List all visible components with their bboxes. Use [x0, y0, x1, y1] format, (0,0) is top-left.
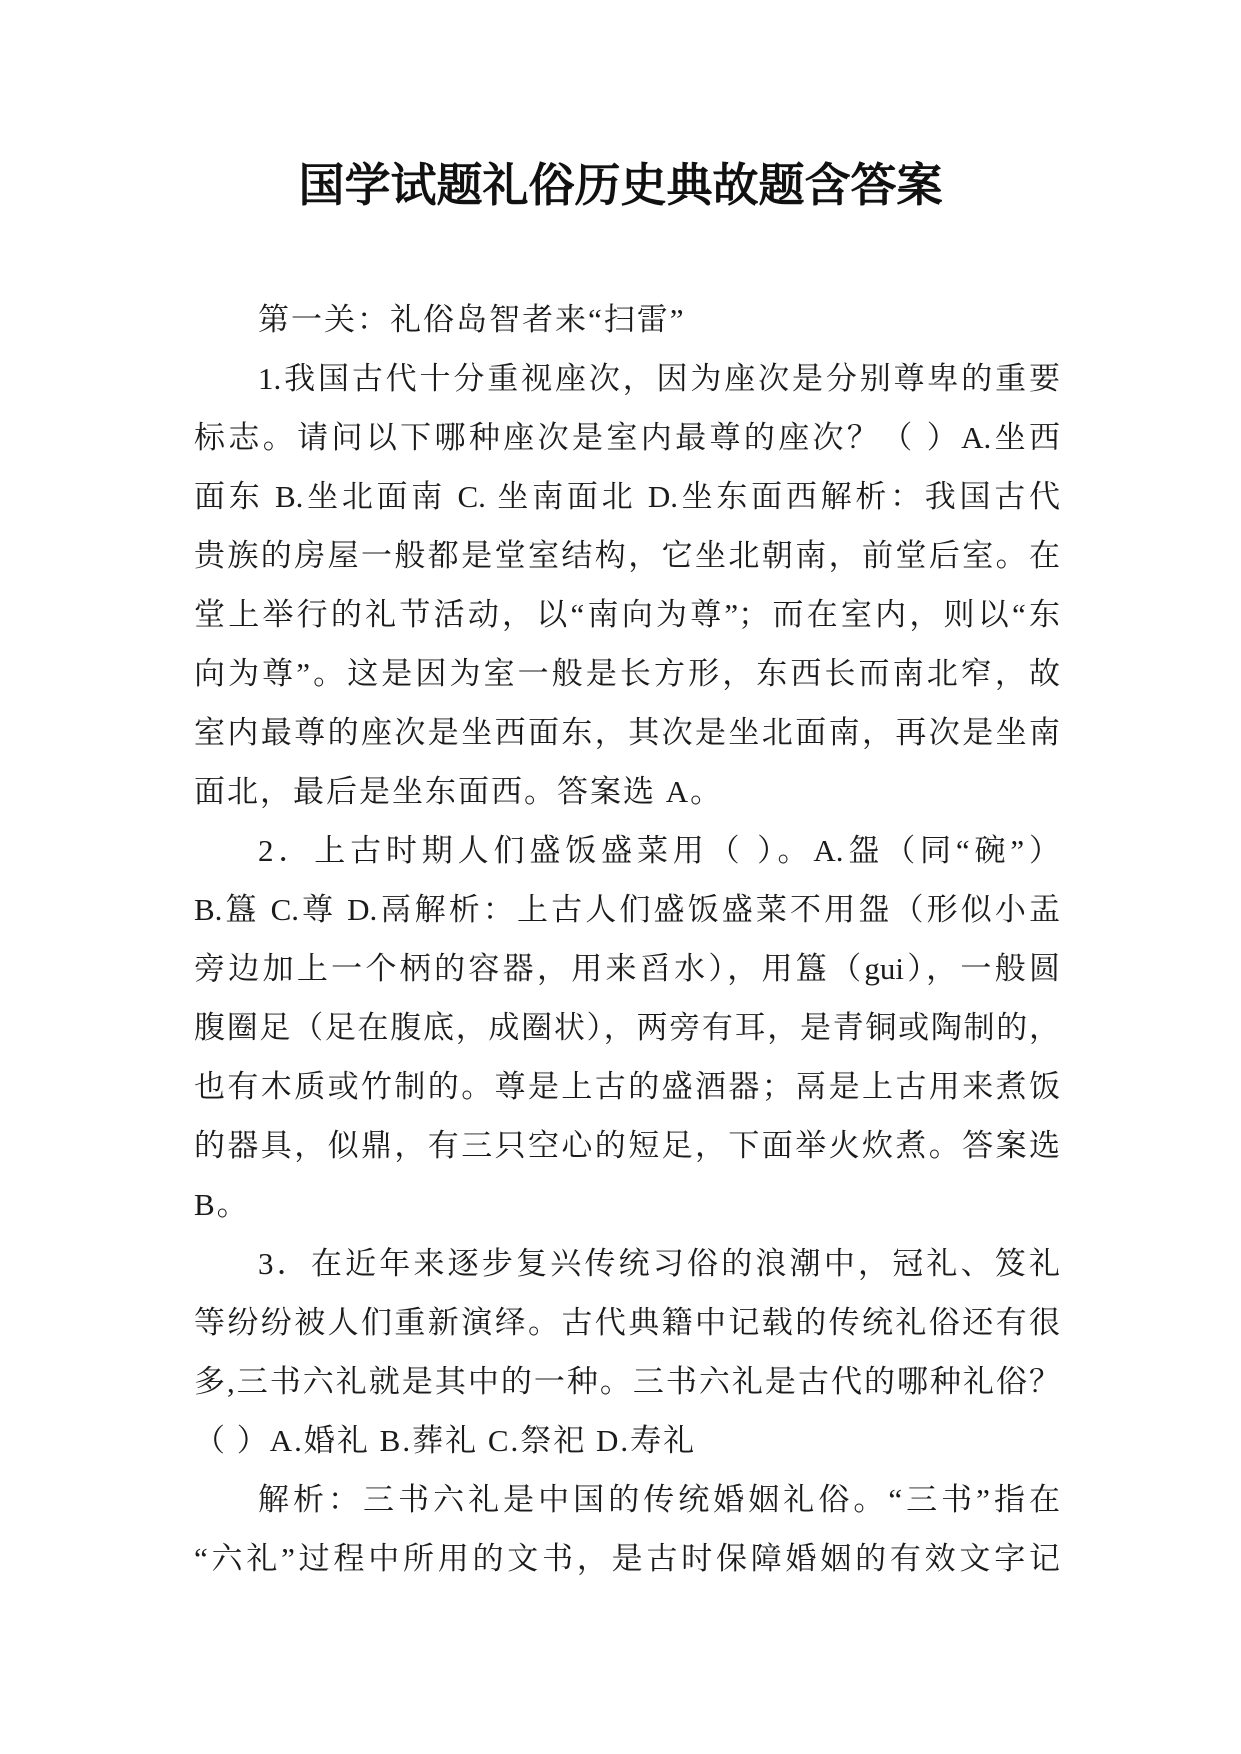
paragraph-line: 腹圈足（足在腹底，成圈状），两旁有耳，是青铜或陶制的，: [194, 1010, 1060, 1045]
paragraph-line: 的器具，似鼎，有三只空心的短足，下面举火炊煮。答案选: [194, 1128, 1060, 1163]
paragraph-line: 面东 B.坐北面南 C. 坐南面北 D.坐东面西解析：我国古代: [194, 479, 1060, 514]
paragraph-line: “六礼”过程中所用的文书，是古时保障婚姻的有效文字记: [194, 1541, 1060, 1576]
paragraph-line: 1.我国古代十分重视座次，因为座次是分别尊卑的重要: [258, 361, 1060, 396]
paragraph-line: 旁边加上一个柄的容器，用来舀水），用簋（gui），一般圆: [194, 951, 1060, 986]
paragraph-line: 第一关：礼俗岛智者来“扫雷”: [258, 302, 686, 337]
section-heading: [194, 290, 1060, 349]
question-2: [194, 821, 1060, 1234]
paragraph-line: 解析：三书六礼是中国的传统婚姻礼俗。“三书”指在: [258, 1482, 1060, 1517]
paragraph-line: 等纷纷被人们重新演绎。古代典籍中记载的传统礼俗还有很: [194, 1305, 1060, 1340]
paragraph-line: 多,三书六礼就是其中的一种。三书六礼是古代的哪种礼俗？: [194, 1364, 1060, 1399]
question-3-analysis: [194, 1470, 1060, 1588]
paragraph-line: 2．上古时期人们盛饭盛菜用（ ）。A.盌（同“碗”）: [258, 833, 1060, 868]
paragraph-line: 也有木质或竹制的。尊是上古的盛酒器；鬲是上古用来煮饭: [194, 1069, 1060, 1104]
paragraph-line: 堂上举行的礼节活动，以“南向为尊”；而在室内，则以“东: [194, 597, 1060, 632]
document-body: [194, 290, 1060, 1588]
paragraph-line: B.簋 C.尊 D.鬲解析：上古人们盛饭盛菜不用盌（形似小盂: [194, 892, 1060, 927]
paragraph-line: B。: [194, 1187, 250, 1222]
question-1: [194, 349, 1060, 821]
paragraph-line: 面北，最后是坐东面西。答案选 A。: [194, 774, 724, 809]
question-3: [194, 1234, 1060, 1470]
page-title: 国学试题礼俗历史典故题含答案: [298, 160, 943, 211]
paragraph-line: 室内最尊的座次是坐西面东，其次是坐北面南，再次是坐南: [194, 715, 1060, 750]
paragraph-line: 向为尊”。这是因为室一般是长方形，东西长而南北窄，故: [194, 656, 1060, 691]
paragraph-line: （ ）A.婚礼 B.葬礼 C.祭祀 D.寿礼: [194, 1423, 697, 1458]
paragraph-line: 3．在近年来逐步复兴传统习俗的浪潮中，冠礼、笈礼: [258, 1246, 1060, 1281]
paragraph-line: 贵族的房屋一般都是堂室结构，它坐北朝南，前堂后室。在: [194, 538, 1060, 573]
paragraph-line: 标志。请问以下哪种座次是室内最尊的座次？（ ）A.坐西: [194, 420, 1060, 455]
